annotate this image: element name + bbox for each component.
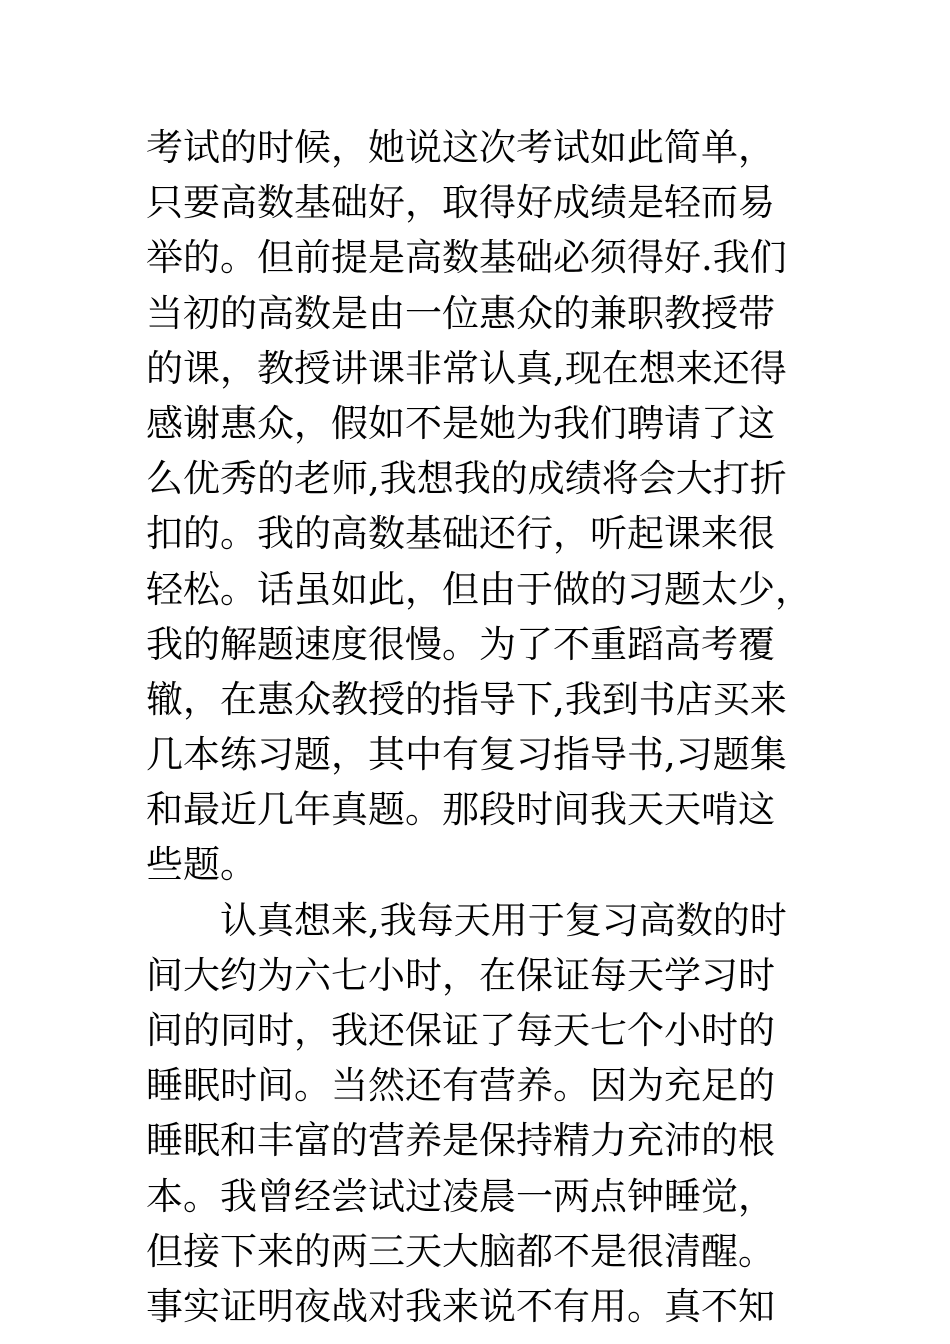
- paragraph-start-line: 认真想来,我每天用于复习高数的时: [146, 898, 787, 942]
- text-line: 睡眠和丰富的营养是保持精力充沛的根: [146, 1119, 775, 1163]
- body-text: [146, 120, 826, 1334]
- text-line: 些题。: [146, 843, 257, 887]
- text-line: 么优秀的老师,我想我的成绩将会大打折: [146, 457, 787, 501]
- text-line: 和最近几年真题。那段时间我天天啃这: [146, 788, 775, 832]
- text-line: 只要高数基础好，取得好成绩是轻而易: [146, 181, 775, 225]
- text-line: 间大约为六七小时，在保证每天学习时: [146, 953, 775, 997]
- text-line: 几本练习题，其中有复习指导书,习题集: [146, 733, 787, 777]
- text-line: 事实证明夜战对我来说不有用。真不知: [146, 1284, 775, 1328]
- text-line: 我的解题速度很慢。为了不重蹈高考覆: [146, 622, 775, 666]
- text-line: 间的同时，我还保证了每天七个小时的: [146, 1009, 775, 1052]
- text-line: 考试的时候，她说这次考试如此简单，: [146, 126, 775, 169]
- text-line: 感谢惠众，假如不是她为我们聘请了这: [146, 401, 775, 445]
- text-line: 轻松。话虽如此，但由于做的习题太少，: [146, 567, 812, 611]
- text-line: 辙，在惠众教授的指导下,我到书店买来: [146, 677, 787, 721]
- text-line: 的课，教授讲课非常认真,现在想来还得: [146, 346, 787, 390]
- text-line: 睡眠时间。当然还有营养。因为充足的: [146, 1064, 775, 1108]
- text-line: 本。我曾经尝试过凌晨一两点钟睡觉，: [146, 1174, 775, 1218]
- text-line: 但接下来的两三天大脑都不是很清醒。: [146, 1229, 775, 1273]
- text-line: 扣的。我的高数基础还行，听起课来很: [146, 512, 775, 556]
- text-line: 当初的高数是由一位惠众的兼职教授带: [146, 291, 775, 335]
- text-line: 举的。但前提是高数基础必须得好.我们: [146, 236, 787, 280]
